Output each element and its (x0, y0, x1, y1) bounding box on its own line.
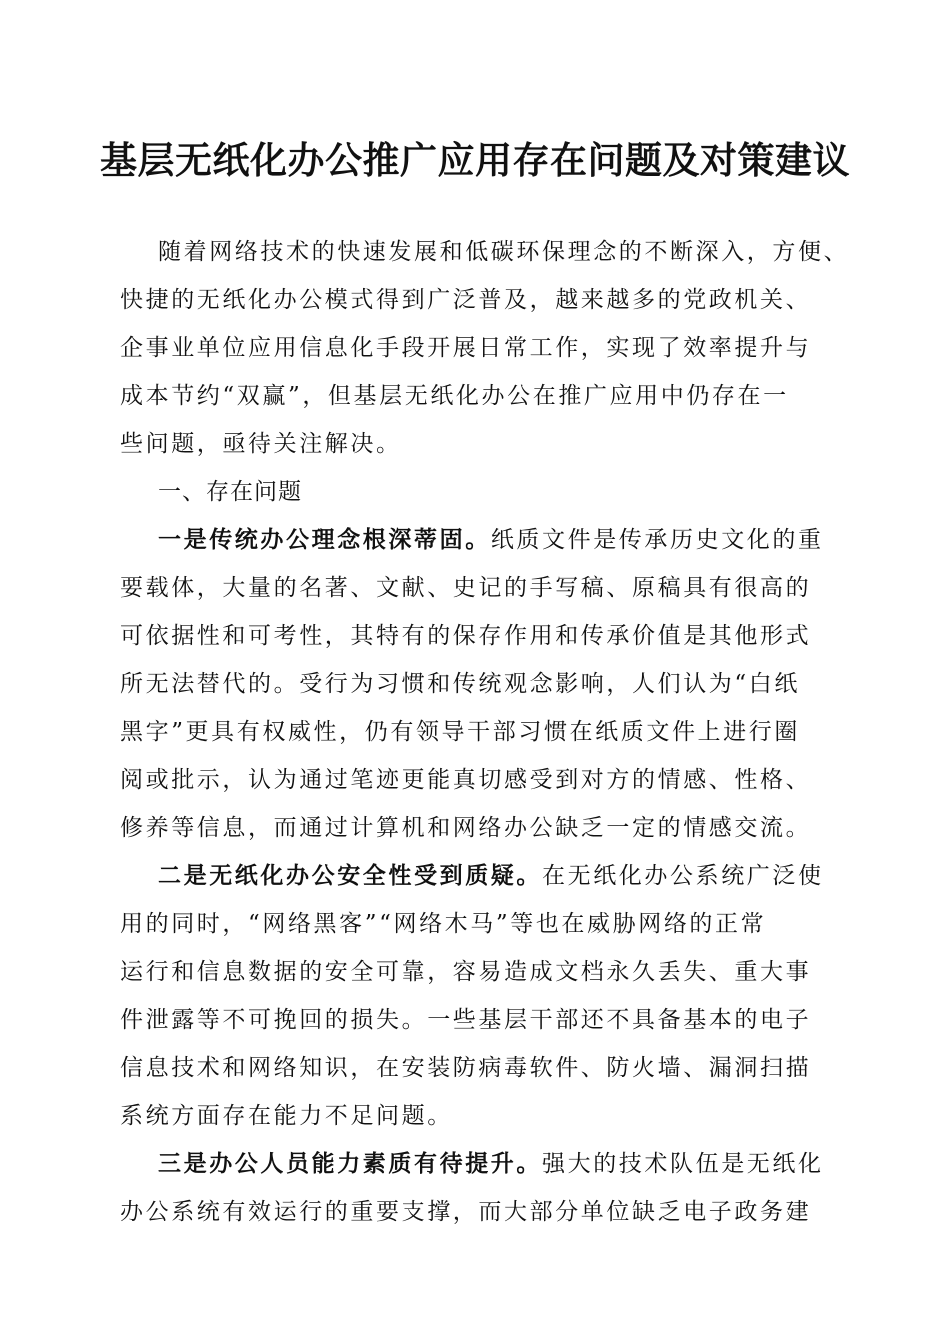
point-1-line: 要载体，大量的名著、文献、史记的手写稿、原稿具有很高的 (120, 575, 812, 601)
point-1-line: 修养等信息，而通过计算机和网络办公缺乏一定的情感交流。 (120, 815, 812, 841)
point-3-text: 强大的技术队伍是无纸化 (542, 1151, 824, 1177)
point-3-first-line (120, 1140, 840, 1188)
intro-line: 些问题，亟待关注解决。 (120, 431, 402, 457)
point-2-line: 系统方面存在能力不足问题。 (120, 1103, 453, 1129)
point-2-line: 件泄露等不可挽回的损失。一些基层干部还不具备基本的电子 (120, 1007, 812, 1033)
intro-line: 快捷的无纸化办公模式得到广泛普及，越来越多的党政机关、 (120, 287, 812, 313)
intro-line: 随着网络技术的快速发展和低碳环保理念的不断深入，方便、 (158, 239, 850, 265)
intro-line: 企事业单位应用信息化手段开展日常工作，实现了效率提升与 (120, 335, 812, 361)
point-2-first-line (120, 852, 840, 900)
point-2-line: 用的同时，“网络黑客”“网络木马”等也在威胁网络的正常 (120, 911, 767, 937)
point-1-line: 可依据性和可考性，其特有的保存作用和传承价值是其他形式 (120, 623, 812, 649)
point-3-lead: 三是办公人员能力素质有待提升。 (158, 1150, 542, 1177)
document-title: 基层无纸化办公推广应用存在问题及对策建议 (100, 138, 850, 182)
point-1-first-line (120, 516, 840, 564)
point-1-lead: 一是传统办公理念根深蒂固。 (158, 526, 491, 553)
point-3-line: 办公系统有效运行的重要支撑，而大部分单位缺乏电子政务建 (120, 1199, 812, 1225)
point-2-line: 信息技术和网络知识，在安装防病毒软件、防火墙、漏洞扫描 (120, 1055, 812, 1081)
point-2-line: 运行和信息数据的安全可靠，容易造成文档永久丢失、重大事 (120, 959, 812, 985)
point-2-text: 在无纸化办公系统广泛使 (542, 863, 824, 889)
intro-line: 成本节约“双赢”，但基层无纸化办公在推广应用中仍存在一 (120, 383, 789, 409)
point-1-line: 阅或批示，认为通过笔迹更能真切感受到对方的情感、性格、 (120, 767, 812, 793)
point-1-text: 纸质文件是传承历史文化的重 (490, 527, 824, 553)
point-1-line: 黑字”更具有权威性，仍有领导干部习惯在纸质文件上进行圈 (120, 719, 800, 745)
document-body (120, 228, 850, 1236)
point-1-line: 所无法替代的。受行为习惯和传统观念影响，人们认为“白纸 (120, 671, 800, 697)
section-heading: 一、存在问题 (158, 479, 302, 505)
point-2-lead: 二是无纸化办公安全性受到质疑。 (158, 862, 542, 889)
